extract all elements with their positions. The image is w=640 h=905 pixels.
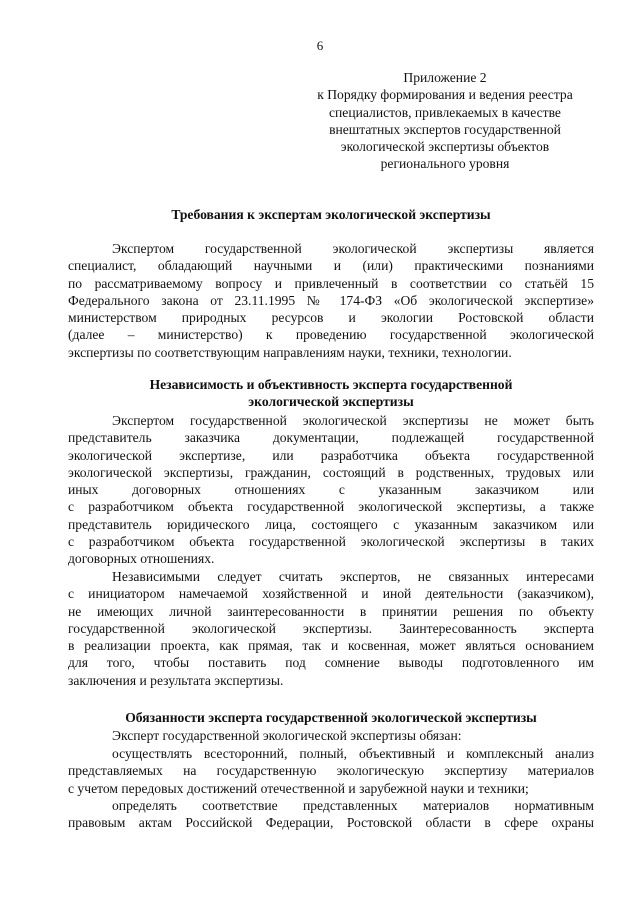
page-number: 6: [316, 38, 324, 53]
section-heading-independence: [68, 376, 594, 411]
paragraph-line: с разработчиком объекта государственной экологической экспертизы в таких: [68, 534, 594, 550]
appendix-header: [292, 69, 598, 173]
heading-line: экологической экспертизы: [248, 394, 414, 410]
paragraph-line: Эксперт государственной экологической экспертизы обязан:: [112, 728, 462, 743]
paragraph-exclusions: [68, 412, 594, 568]
paragraph-line: иных договорных отношениях с указанным заказчиком или: [68, 482, 594, 498]
section-heading-requirements: [68, 206, 594, 223]
paragraph-line: (далее – министерство) к проведению государственной экологической: [68, 327, 594, 343]
paragraph-line: не имеющих личной заинтересованности в принятии решения по объекту: [68, 603, 594, 619]
paragraph-line: Экспертом государственной экологической экспертизы не может быть: [112, 413, 594, 428]
paragraph-line: Экспертом государственной экологической экспертизы является: [112, 241, 594, 256]
paragraph-line: для того, чтобы поставить под сомнение выводы подготовленного им: [68, 655, 594, 671]
paragraph-line: министерством природных ресурсов и экологии Ростовской области: [68, 310, 594, 326]
paragraph-line: в реализации проекта, как прямая, так и косвенная, может являться основанием: [68, 638, 594, 654]
paragraph-line: представляемых на государственную экологическую экспертизу материалов: [68, 763, 594, 779]
appendix-line: Приложение 2: [403, 70, 487, 85]
paragraph-duty-analysis: [68, 745, 594, 797]
paragraph-line: по рассматриваемому вопросу и привлеченный в соответствии со статьёй 15: [68, 275, 594, 291]
paragraph-obliged: [68, 727, 594, 744]
appendix-line: к Порядку формирования и ведения реестра: [317, 87, 573, 103]
paragraph-line: специалист, обладающий научными и (или) практическими познаниями: [68, 258, 594, 274]
heading-line: Обязанности эксперта государственной экологической экспертизы: [125, 710, 537, 725]
paragraph-line: экологической экспертизы, гражданин, состоящий в родственных, трудовых или: [68, 464, 594, 480]
paragraph-definition: [68, 240, 594, 361]
heading-line: Независимость и объективность эксперта государственной: [149, 377, 513, 392]
paragraph-line: Независимыми следует считать экспертов, не связанных интересами: [112, 569, 594, 584]
paragraph-line: договорных отношениях.: [68, 551, 215, 567]
paragraph-line: с учетом передовых достижений отечественной и зарубежной науки и техники;: [68, 780, 529, 796]
paragraph-line: представитель юридического лица, состоящего с указанным заказчиком или: [68, 516, 594, 532]
paragraph-line: экспертизы по соответствующим направлениям науки, техники, технологии.: [68, 344, 512, 360]
paragraph-line: Федерального закона от 23.11.1995 № 174-ФЗ «Об экологической экспертизе»: [68, 292, 594, 308]
paragraph-line: осуществлять всесторонний, полный, объективный и комплексный анализ: [112, 746, 594, 761]
appendix-line: экологической экспертизы объектов: [340, 139, 550, 155]
paragraph-line: экологической экспертизе, или разработчика объекта государственной: [68, 447, 594, 463]
paragraph-line: с разработчиком объекта государственной экологической экспертизы, а также: [68, 499, 594, 515]
paragraph-line: представитель заказчика документации, подлежащей государственной: [68, 430, 594, 446]
paragraph-line: определять соответствие представленных материалов нормативным: [112, 798, 594, 813]
paragraph-line: заключения и результата экспертизы.: [68, 672, 284, 688]
appendix-line: внештатных экспертов государственной: [329, 121, 561, 137]
paragraph-duty-compliance: [68, 797, 594, 832]
appendix-line: специалистов, привлекаемых в качестве: [329, 104, 561, 120]
paragraph-independent-experts: [68, 568, 594, 689]
paragraph-line: государственной экологической экспертизы. Заинтересованность эксперта: [68, 620, 594, 636]
heading-line: Требования к экспертам экологической экспертизы: [171, 207, 491, 222]
paragraph-line: с инициатором намечаемой хозяйственной и иной деятельности (заказчиком),: [68, 586, 594, 602]
paragraph-line: правовым актам Российской Федерации, Ростовской области в сфере охраны: [68, 815, 594, 831]
appendix-line: регионального уровня: [380, 156, 510, 172]
section-heading-duties: [68, 709, 594, 726]
